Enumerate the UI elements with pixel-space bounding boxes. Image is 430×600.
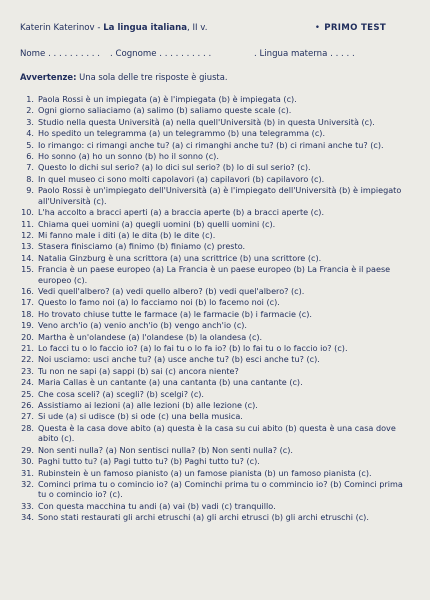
question-number: 8. xyxy=(26,173,34,184)
question-number: 1. xyxy=(26,94,34,104)
question-text: Io rimango: ci rimangi anche tu? (a) ci rimanghi anche tu? (b) ci rimani anche tu? (c). xyxy=(38,139,384,150)
header-citation xyxy=(20,23,207,33)
question-item xyxy=(18,207,412,218)
question-item xyxy=(18,241,412,252)
question-number: 32. xyxy=(21,478,34,489)
question-number: 20. xyxy=(21,331,34,342)
question-item xyxy=(18,253,412,264)
question-item xyxy=(18,389,412,400)
student-fields xyxy=(18,49,412,63)
question-item xyxy=(18,377,412,388)
question-number: 21. xyxy=(21,343,34,353)
question-number: 27. xyxy=(21,411,34,422)
question-number: 7. xyxy=(26,162,34,173)
instructions-text: Una sola delle tre risposte è giusta. xyxy=(76,72,228,82)
question-number: 33. xyxy=(21,500,34,511)
question-number: 23. xyxy=(21,365,34,376)
question-text: Ho sonno (a) ho un sonno (b) ho il sonno (c). xyxy=(38,150,219,161)
question-item xyxy=(18,479,412,500)
question-number: 9. xyxy=(26,185,34,196)
question-item xyxy=(18,94,412,105)
question-text: L'ha accolto a bracci aperti (a) a braccia aperte (b) a bracci aperte (c). xyxy=(38,207,325,218)
question-text: Lo facci tu o lo faccio io? (a) lo fai tu o lo fa io? (b) lo fai tu o lo faccio io? (c). xyxy=(38,343,348,353)
question-number: 14. xyxy=(21,252,34,263)
question-number: 19. xyxy=(21,320,34,331)
question-text: Mi fanno male i diti (a) le dita (b) le dite (c). xyxy=(38,229,216,240)
question-number: 5. xyxy=(26,139,34,150)
author-name: Katerin Katerinov - xyxy=(20,23,104,33)
question-text: Natalia Ginzburg è una scrittora (a) una scrittrice (b) una scrittore (c). xyxy=(38,252,322,263)
question-number: 18. xyxy=(21,308,34,319)
question-item xyxy=(18,423,412,444)
question-item xyxy=(18,185,412,206)
question-text: Vedi quell'albero? (a) vedi quello albero? (b) vedi quel'albero? (c). xyxy=(38,286,305,297)
question-item xyxy=(18,354,412,365)
question-number: 31. xyxy=(21,467,34,478)
book-title: La lingua italiana xyxy=(103,23,188,33)
question-number: 4. xyxy=(26,128,34,139)
question-text: Chiama quei uomini (a) quegli uomini (b) quelli uomini (c). xyxy=(38,218,276,229)
question-text: Veno arch'io (a) venio anch'io (b) vengo anch'io (c). xyxy=(38,320,248,331)
instructions xyxy=(18,72,412,82)
question-number: 22. xyxy=(21,354,34,365)
question-number: 29. xyxy=(21,444,34,455)
question-text: Questo lo famo noi (a) lo facciamo noi (b) lo facemo noi (c). xyxy=(38,297,280,308)
question-number: 12. xyxy=(21,229,34,240)
question-text: Ho trovato chiuse tutte le farmace (a) le farmacie (b) i farmacie (c). xyxy=(38,308,312,319)
question-item xyxy=(18,445,412,456)
question-item xyxy=(18,286,412,297)
question-number: 34. xyxy=(21,512,34,523)
question-number: 13. xyxy=(21,241,34,252)
book-volume: , II v. xyxy=(187,23,208,33)
question-text: Cominci prima tu o comincio io? (a) Cominchi prima tu o commincio io? (b) Cominci prima tu o comincio io? (c). xyxy=(38,478,403,500)
question-text: Studio nella questa Università (a) nella quell'Università (b) in questa Università (c). xyxy=(38,116,375,127)
question-item xyxy=(18,320,412,331)
question-number: 28. xyxy=(21,422,34,433)
question-text: Maria Callas è un cantante (a) una cantanta (b) una cantante (c). xyxy=(38,377,303,388)
question-item xyxy=(18,140,412,151)
question-number: 30. xyxy=(21,456,34,467)
question-text: Paghi tutto tu? (a) Pagi tutto tu? (b) Paghi tutto tu? (c). xyxy=(38,456,260,467)
question-text: Questo lo dichi sul serio? (a) lo dici sul serio? (b) lo di sul serio? (c). xyxy=(38,162,311,173)
question-item xyxy=(18,117,412,128)
question-text: Francia è un paese europeo (a) La Francia è un paese europeo (b) La Francia è il paese europeo (c). xyxy=(38,264,391,285)
question-item xyxy=(18,105,412,116)
question-item xyxy=(18,219,412,230)
page-header xyxy=(18,23,412,37)
question-item xyxy=(18,332,412,343)
question-number: 25. xyxy=(21,388,34,399)
question-text: Sono stati restaurati gli archi etruschi (a) gli archi etrusci (b) gli archi etruschi (c). xyxy=(38,512,369,523)
question-item xyxy=(18,162,412,173)
question-item xyxy=(18,400,412,411)
question-item xyxy=(18,264,412,285)
question-number: 6. xyxy=(26,150,34,161)
question-item xyxy=(18,343,412,354)
instructions-label: Avvertenze: xyxy=(20,72,77,82)
question-text: In quel museo ci sono molti capolavori (a) capilavori (b) capilavoro (c). xyxy=(38,173,325,184)
question-number: 26. xyxy=(21,399,34,410)
question-number: 16. xyxy=(21,286,34,297)
question-item xyxy=(18,501,412,512)
question-text: Questa è la casa dove abito (a) questa è la casa su cui abito (b) questa è una casa dove abito (c). xyxy=(38,422,396,444)
question-number: 10. xyxy=(21,207,34,218)
question-text: Rubinstein è un famoso pianisto (a) un famose pianista (b) un famoso pianista (c). xyxy=(38,467,372,478)
question-number: 17. xyxy=(21,297,34,308)
question-number: 2. xyxy=(26,105,34,116)
question-item xyxy=(18,174,412,185)
question-item xyxy=(18,512,412,523)
question-number: 3. xyxy=(26,116,34,127)
question-text: Stasera finisciamo (a) finimo (b) finiamo (c) presto. xyxy=(38,241,246,252)
question-item xyxy=(18,128,412,139)
test-mark: • xyxy=(314,23,321,33)
question-item xyxy=(18,151,412,162)
question-text: Noi usciamo: usci anche tu? (a) usce anche tu? (b) esci anche tu? (c). xyxy=(38,354,320,365)
question-item xyxy=(18,456,412,467)
question-number: 15. xyxy=(21,264,34,275)
field-lingua-materna: . Lingua materna . . . . . xyxy=(254,49,355,59)
question-item xyxy=(18,468,412,479)
test-title: PRIMO TEST xyxy=(324,23,386,33)
question-text: Paola Rossi è un impiegata (a) è l'impiegata (b) è impiegata (c). xyxy=(38,94,297,104)
question-text: Che cosa sceli? (a) scegli? (b) scelgi? (c). xyxy=(38,388,205,399)
question-item xyxy=(18,366,412,377)
question-text: Ho spedito un telegramma (a) un telegrammo (b) una telegramma (c). xyxy=(38,128,326,139)
field-nome: Nome . . . . . . . . . . xyxy=(20,49,100,59)
question-list xyxy=(18,94,412,523)
question-number: 24. xyxy=(21,377,34,388)
question-item xyxy=(18,297,412,308)
question-item xyxy=(18,309,412,320)
question-item xyxy=(18,230,412,241)
question-text: Martha è un'olandese (a) l'olandese (b) la olandesa (c). xyxy=(38,331,263,342)
question-number: 11. xyxy=(21,218,34,229)
question-text: Si ude (a) si udisce (b) si ode (c) una bella musica. xyxy=(38,411,243,422)
question-text: Con questa macchina tu andi (a) vai (b) vadi (c) tranquillo. xyxy=(38,500,276,511)
field-cognome: . Cognome . . . . . . . . . . xyxy=(110,49,212,59)
question-text: Paolo Rossi è un'impiegato dell'Università (a) è l'impiegato dell'Università (b) è impiegato all'Università (c). xyxy=(38,185,402,206)
question-text: Tu non ne sapi (a) sappi (b) sai (c) ancora niente? xyxy=(38,365,239,376)
question-text: Non senti nulla? (a) Non sentisci nulla? (b) Non senti nulla? (c). xyxy=(38,444,293,455)
question-text: Assistiamo ai lezioni (a) alle lezioni (b) alle lezione (c). xyxy=(38,399,258,410)
question-text: Ogni giorno saliaciamo (a) salimo (b) saliamo queste scale (c). xyxy=(38,105,292,116)
test-label xyxy=(315,23,386,33)
question-item xyxy=(18,411,412,422)
